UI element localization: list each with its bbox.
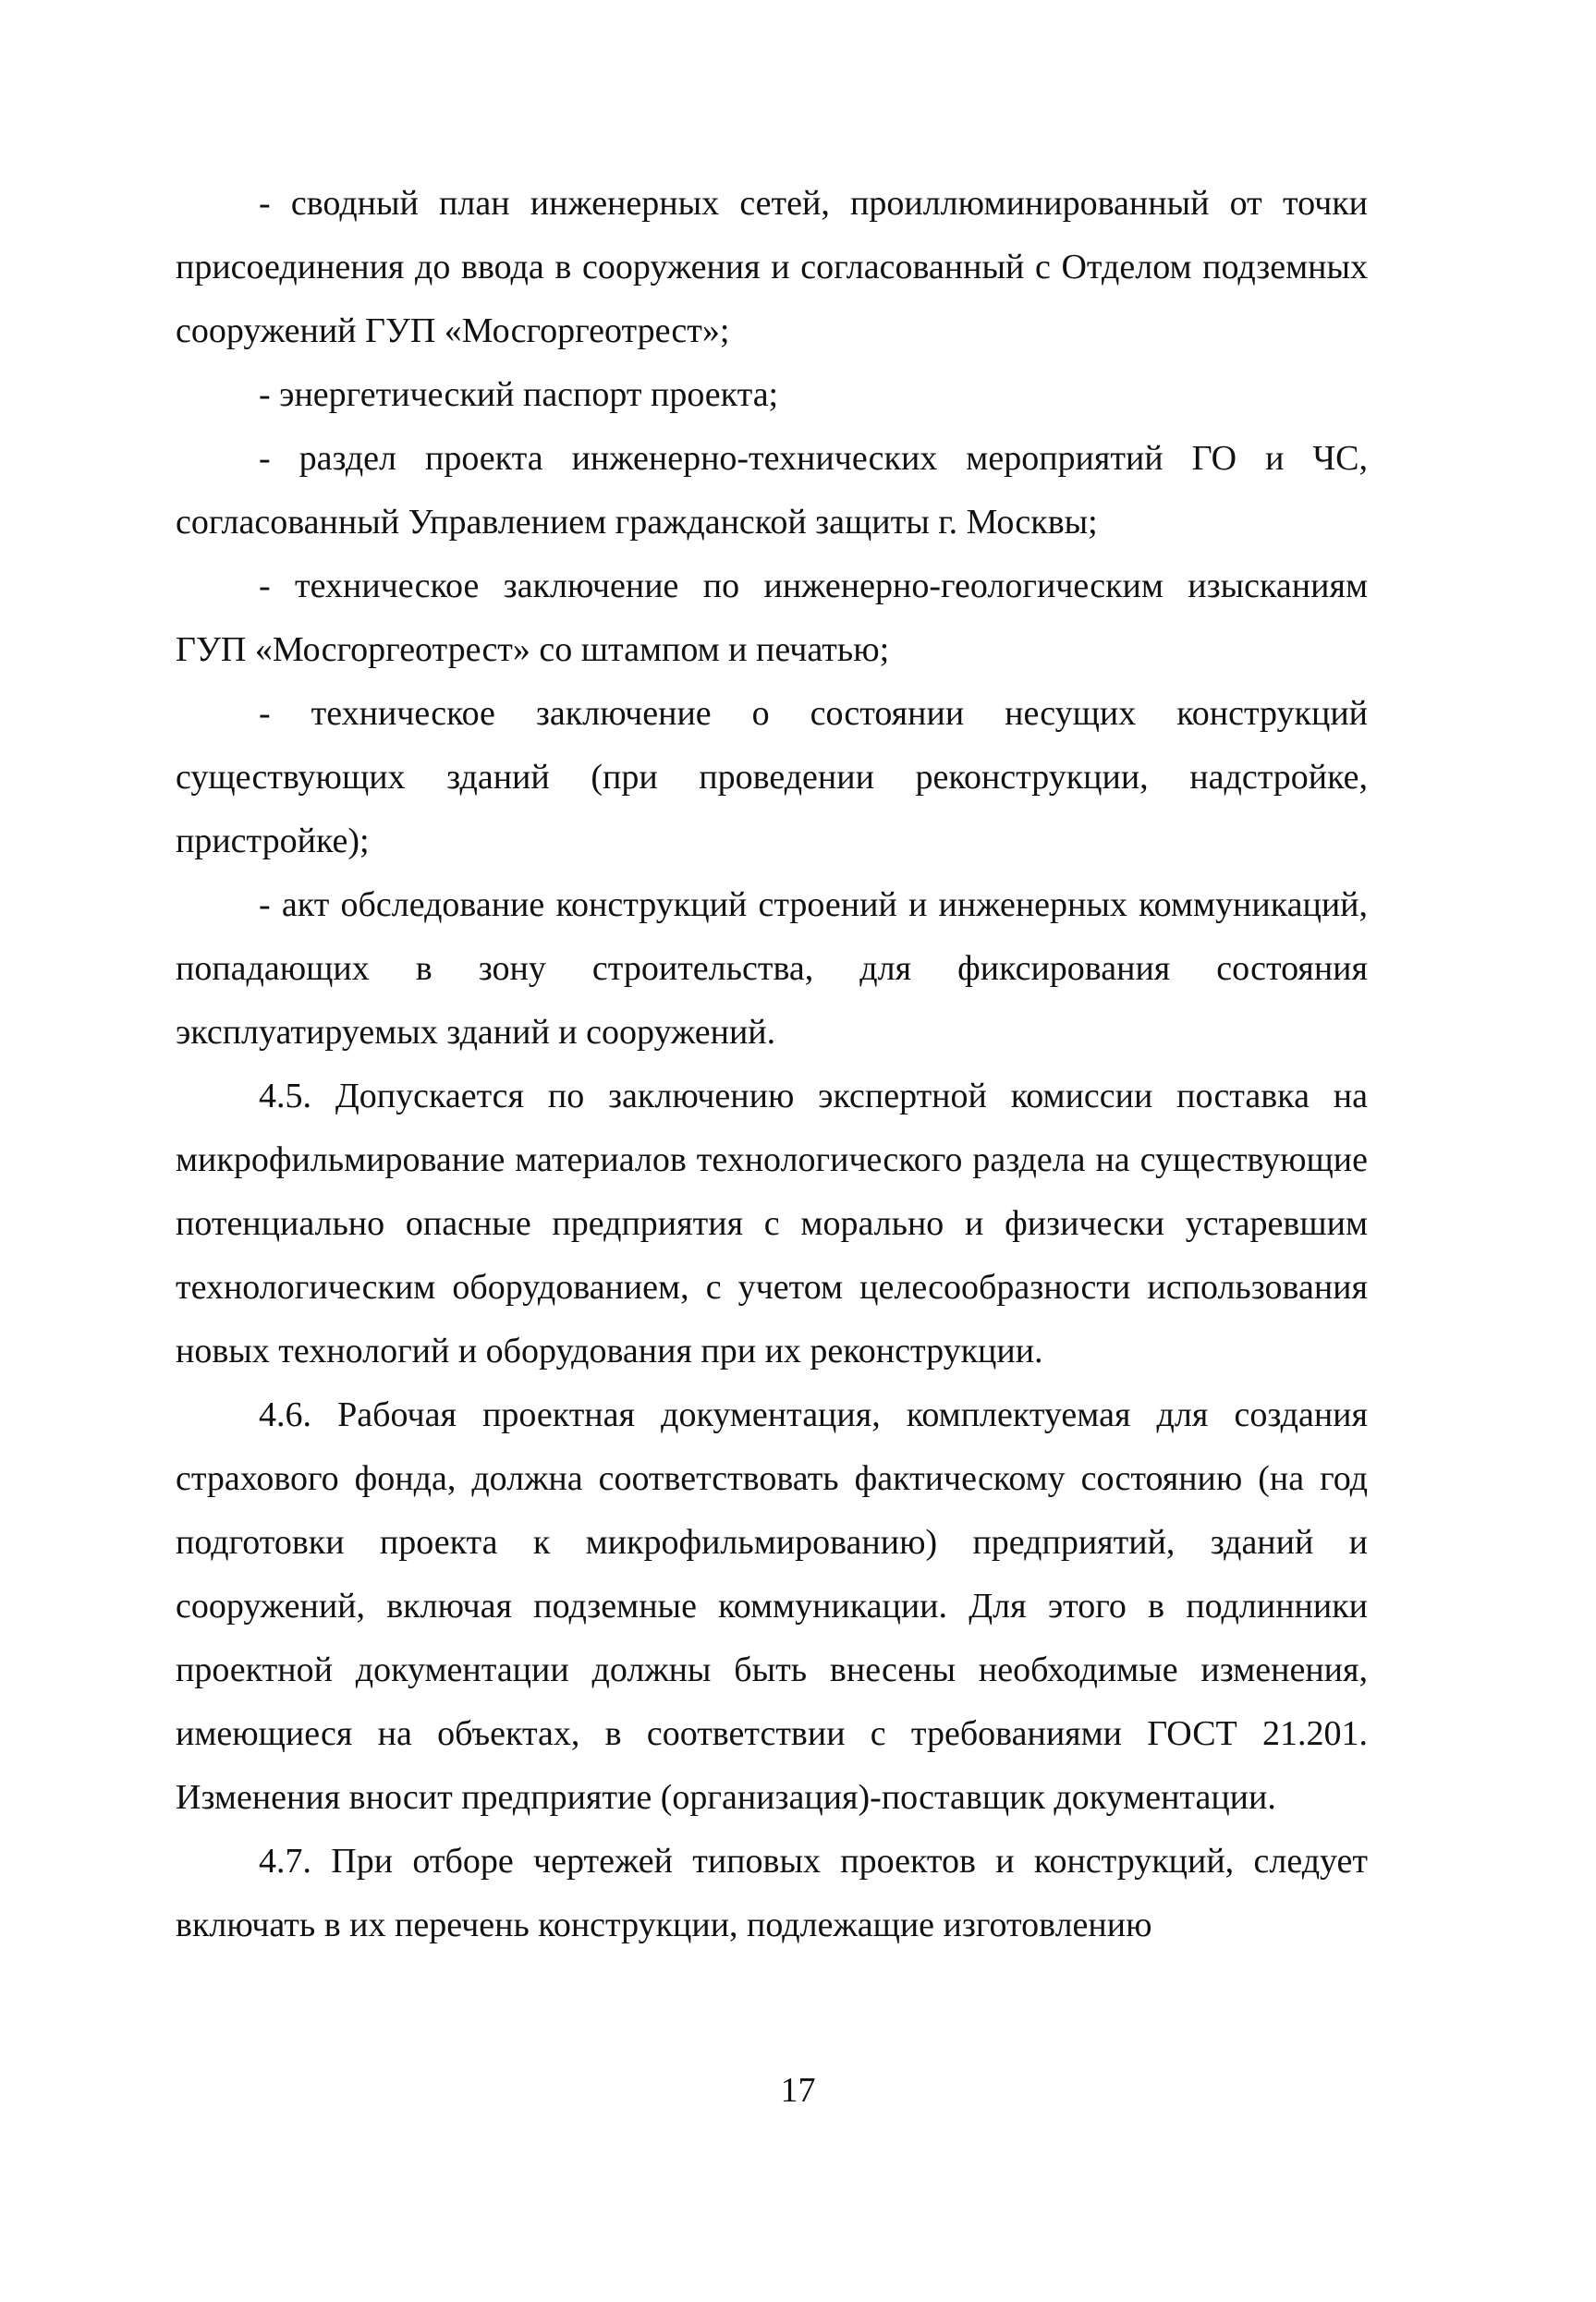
list-item-energy-passport: - энергетический паспорт проекта; [259, 375, 779, 414]
clause-4-6: 4.6. Рабочая проектная документация, комплектуемая для создания страхового фонда, должна соответствовать фактическому состоянию (на год подготовки проекта к микрофильмированию) предприятий, зданий и сооружений, включая подземные коммуникации. Для этого в подлинники проектной документации должны быть внесены необходимые изменения, имеющиеся на объектах, в соответствии с требованиями ГОСТ 21.201. Изменения вносит предприятие (организация)-поставщик документации. [176, 1395, 1368, 1817]
list-item-pipeline-plan: - сводный план инженерных сетей, проиллюминированный от точки присоединения до ввода в сооружения и согласованный с Отделом подземных сооружений ГУП «Мосгоргеотрест»; [176, 184, 1368, 350]
list-item-geology-conclusion: - техническое заключение по инженерно-геологическим изысканиям ГУП «Мосгоргеотрест» со штампом и печатью; [176, 566, 1368, 669]
clause-4-7: 4.7. При отборе чертежей типовых проектов и конструкций, следует включать в их перечень конструкции, подлежащие изготовлению [176, 1842, 1368, 1944]
list-item-structure-conclusion: - техническое заключение о состоянии несущих конструкций существующих зданий (при проведении реконструкции, надстройке, пристройке); [176, 694, 1368, 860]
list-item-civil-defense-section: - раздел проекта инженерно-технических мероприятий ГО и ЧС, согласованный Управлением гражданской защиты г. Москвы; [176, 439, 1368, 542]
list-item-inspection-act: - акт обследование конструкций строений и инженерных коммуникаций, попадающих в зону строительства, для фиксирования состояния эксплуатируемых зданий и сооружений. [176, 885, 1368, 1052]
page-number: 17 [780, 2071, 816, 2110]
clause-4-5: 4.5. Допускается по заключению экспертной комиссии поставка на микрофильмирование материалов технологического раздела на существующие потенциально опасные предприятия с морально и физически устаревшим технологическим оборудованием, с учетом целесообразности использования новых технологий и оборудования при их реконструкции. [176, 1077, 1368, 1370]
body-text [176, 172, 1368, 1957]
